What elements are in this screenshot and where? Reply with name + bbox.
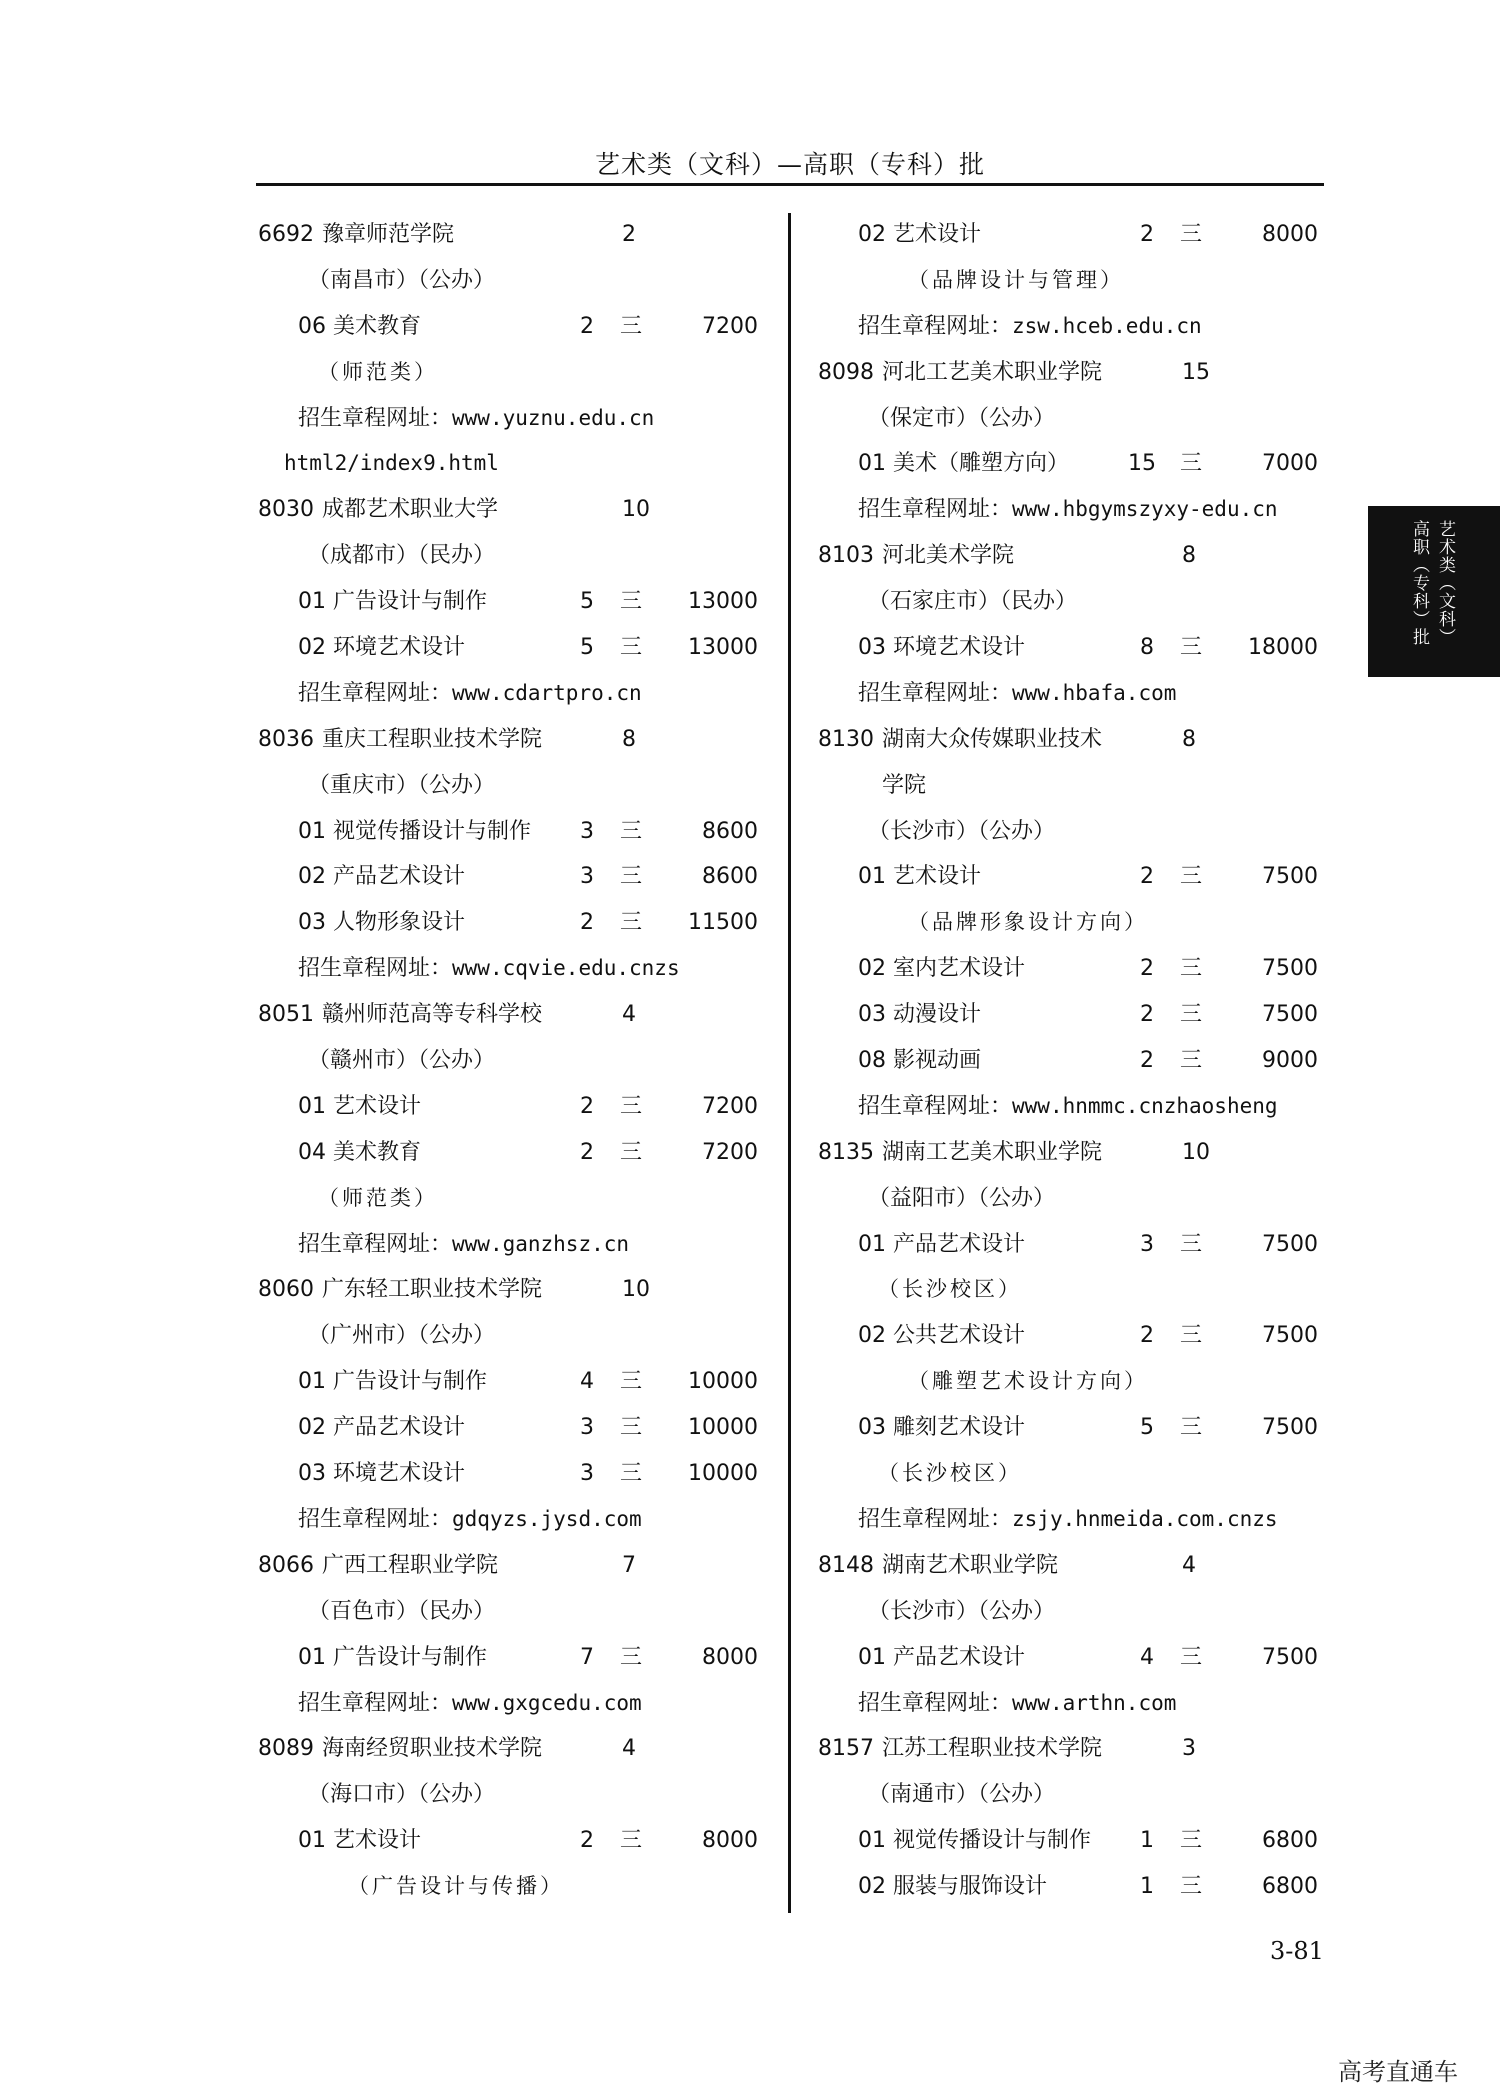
major-note: （长沙校区） [878, 1277, 1022, 1302]
school-row [818, 1726, 1318, 1772]
admission-url-row [258, 1222, 758, 1268]
school-plan-count: 2 [622, 222, 636, 247]
url-label: 招生章程网址： [298, 405, 453, 431]
header-rule [256, 183, 1324, 186]
major-name: 03 雕刻艺术设计 [858, 1415, 1025, 1441]
major-fee: 8000 [702, 1828, 758, 1854]
school-row [258, 1543, 758, 1589]
url-label: 招生章程网址： [858, 497, 1013, 523]
major-row [258, 809, 758, 855]
school-name: 广西工程职业学院 [322, 1552, 499, 1578]
school-code: 8098 [818, 359, 874, 385]
major-count: 2 [1140, 1002, 1154, 1028]
major-years: 三 [1179, 1231, 1202, 1257]
major-count: 2 [1140, 864, 1154, 890]
major-count: 4 [1140, 1644, 1154, 1670]
major-years: 三 [1179, 1874, 1202, 1900]
school-plan-count: 15 [1182, 359, 1210, 385]
school-location: （广州市）（公办） [308, 1323, 496, 1349]
major-name: 02 公共艺术设计 [858, 1323, 1025, 1349]
school-row [818, 533, 1318, 579]
url-label: 招生章程网址： [858, 1690, 1013, 1716]
school-name: 赣州师范高等专科学校 [322, 1002, 543, 1028]
url-label: 招生章程网址： [858, 680, 1013, 706]
major-row [818, 1818, 1318, 1864]
major-fee: 7500 [1262, 1231, 1318, 1257]
right-column [818, 212, 1318, 1910]
school-row [258, 1267, 758, 1313]
major-years: 三 [1179, 956, 1202, 982]
admission-url[interactable]: zsjy.hnmeida.com.cnzs [1012, 1506, 1278, 1531]
major-row [818, 854, 1318, 900]
major-name: 02 环境艺术设计 [298, 635, 465, 661]
school-name-continued: 学院 [882, 772, 927, 798]
school-plan-count: 10 [622, 1277, 650, 1303]
major-fee: 7200 [702, 1093, 758, 1119]
school-row [258, 487, 758, 533]
major-row [258, 1635, 758, 1681]
major-name: 01 广告设计与制作 [298, 1369, 487, 1395]
major-years: 三 [619, 589, 642, 615]
major-name: 01 艺术设计 [858, 864, 981, 890]
major-note: （师范类） [318, 359, 438, 384]
school-location: （海口市）（公办） [308, 1782, 496, 1808]
major-row [258, 304, 758, 350]
major-row [818, 992, 1318, 1038]
major-row [818, 212, 1318, 258]
school-name: 江苏工程职业技术学院 [882, 1736, 1103, 1762]
school-location: （成都市）（民办） [308, 543, 496, 569]
major-name: 02 产品艺术设计 [298, 1415, 465, 1441]
major-fee: 10000 [688, 1461, 758, 1487]
school-location: （百色市）（民办） [308, 1598, 496, 1624]
school-code: 6692 [258, 222, 314, 247]
admission-url[interactable]: www.ganzhsz.cn [452, 1231, 630, 1256]
page-number: 3-81 [1270, 1937, 1324, 1965]
major-count: 3 [580, 1415, 594, 1441]
school-name: 豫章师范学院 [322, 222, 455, 247]
major-name: 01 艺术设计 [298, 1093, 421, 1119]
admission-url[interactable]: www.arthn.com [1012, 1690, 1177, 1715]
major-years: 三 [619, 1644, 642, 1670]
school-plan-count: 4 [622, 1002, 636, 1028]
admission-url[interactable]: gdqyzs.jysd.com [452, 1506, 642, 1531]
admission-url[interactable]: www.hbgymszyxy-edu.cn [1012, 497, 1278, 522]
major-row [818, 1405, 1318, 1451]
major-count: 2 [1140, 956, 1154, 982]
school-name: 湖南工艺美术职业学院 [882, 1139, 1103, 1165]
major-years: 三 [1179, 1002, 1202, 1028]
major-row [258, 854, 758, 900]
school-code: 8060 [258, 1277, 314, 1303]
admission-url[interactable]: www.hbafa.com [1012, 680, 1177, 705]
major-years: 三 [1179, 1048, 1202, 1074]
admission-url-row [258, 396, 758, 442]
major-name: 02 艺术设计 [858, 222, 981, 247]
major-count: 3 [580, 818, 594, 844]
major-row [818, 1635, 1318, 1681]
major-years: 三 [619, 1415, 642, 1441]
major-row [818, 1038, 1318, 1084]
school-name: 湖南艺术职业学院 [882, 1552, 1059, 1578]
url-label: 招生章程网址： [298, 1231, 453, 1257]
major-fee: 10000 [688, 1415, 758, 1441]
school-row [818, 350, 1318, 396]
major-years: 三 [1179, 635, 1202, 661]
major-name: 01 视觉传播设计与制作 [298, 818, 531, 844]
major-row [258, 900, 758, 946]
major-years: 三 [619, 313, 642, 339]
school-code: 8148 [818, 1552, 874, 1578]
major-row [818, 625, 1318, 671]
school-location: （长沙市）（公办） [868, 1598, 1056, 1624]
left-column [258, 212, 758, 1910]
url-label: 招生章程网址： [298, 956, 453, 982]
major-note: （雕塑艺术设计方向） [908, 1369, 1148, 1394]
column-divider [788, 213, 791, 1913]
major-count: 5 [580, 635, 594, 661]
school-plan-count: 10 [622, 497, 650, 523]
school-code: 8051 [258, 1002, 314, 1028]
major-count: 2 [580, 1139, 594, 1165]
major-count: 2 [580, 1093, 594, 1119]
major-fee: 7500 [1262, 864, 1318, 890]
major-years: 三 [619, 910, 642, 936]
major-years: 三 [1179, 1323, 1202, 1349]
admission-url-row [818, 1681, 1318, 1727]
school-code: 8103 [818, 543, 874, 569]
major-note: （广告设计与传播） [348, 1874, 564, 1899]
major-count: 3 [1140, 1231, 1154, 1257]
major-row [818, 946, 1318, 992]
school-name: 海南经贸职业技术学院 [322, 1736, 543, 1762]
major-fee: 7200 [702, 313, 758, 339]
major-note: （品牌设计与管理） [908, 267, 1124, 292]
major-count: 2 [1140, 1323, 1154, 1349]
school-name: 成都艺术职业大学 [322, 497, 499, 523]
major-count: 2 [1140, 222, 1154, 247]
major-row [258, 625, 758, 671]
school-location: （南昌市）（公办） [308, 267, 496, 293]
major-years: 三 [619, 1461, 642, 1487]
school-code: 8030 [258, 497, 314, 523]
major-count: 2 [1140, 1048, 1154, 1074]
major-name: 03 动漫设计 [858, 1002, 981, 1028]
major-name: 03 环境艺术设计 [298, 1461, 465, 1487]
school-row [258, 1726, 758, 1772]
school-name-continued-row [818, 763, 1318, 809]
major-name: 04 美术教育 [298, 1139, 421, 1165]
major-row [258, 1359, 758, 1405]
major-years: 三 [1179, 1828, 1202, 1854]
major-fee: 7000 [1262, 451, 1318, 477]
major-note: （长沙校区） [878, 1461, 1022, 1486]
school-plan-count: 7 [622, 1552, 636, 1578]
url-label: 招生章程网址： [298, 680, 453, 706]
major-fee: 7500 [1262, 1002, 1318, 1028]
major-count: 2 [580, 910, 594, 936]
school-location: （重庆市）（公办） [308, 772, 496, 798]
admission-url-row [818, 487, 1318, 533]
major-name: 06 美术教育 [298, 313, 421, 339]
admission-url-row [818, 304, 1318, 350]
major-row [258, 1084, 758, 1130]
admission-url[interactable]: www.cdartpro.cn [452, 680, 642, 705]
school-code: 8089 [258, 1736, 314, 1762]
url-label: 招生章程网址： [298, 1506, 453, 1532]
major-count: 5 [580, 589, 594, 615]
major-name: 01 产品艺术设计 [858, 1644, 1025, 1670]
major-row [258, 1451, 758, 1497]
major-fee: 8600 [702, 818, 758, 844]
school-location: （保定市）（公办） [868, 405, 1056, 431]
major-fee: 13000 [688, 589, 758, 615]
major-name: 08 影视动画 [858, 1048, 981, 1074]
major-count: 8 [1140, 635, 1154, 661]
major-years: 三 [1179, 1415, 1202, 1441]
major-count: 7 [580, 1644, 594, 1670]
major-row [258, 1405, 758, 1451]
major-fee: 10000 [688, 1369, 758, 1395]
school-location: （益阳市）（公办） [868, 1185, 1056, 1211]
side-tab-line1: 艺术类（文科） [1435, 520, 1455, 646]
major-fee: 11500 [688, 910, 758, 936]
major-count: 1 [1140, 1874, 1154, 1900]
school-plan-count: 4 [1182, 1552, 1196, 1578]
major-count: 5 [1140, 1415, 1154, 1441]
admission-url-row [258, 946, 758, 992]
major-name: 01 美术（雕塑方向） [858, 451, 1069, 477]
major-count: 4 [580, 1369, 594, 1395]
school-name: 广东轻工职业技术学院 [322, 1277, 543, 1303]
major-row [818, 441, 1318, 487]
school-plan-count: 3 [1182, 1736, 1196, 1762]
admission-url[interactable]: www.hnmmc.cnzhaosheng [1012, 1093, 1278, 1118]
major-years: 三 [1179, 1644, 1202, 1670]
admission-url-row [258, 671, 758, 717]
major-note: （师范类） [318, 1185, 438, 1210]
major-name: 01 视觉传播设计与制作 [858, 1828, 1091, 1854]
major-years: 三 [1179, 451, 1202, 477]
running-header: 艺术类（文科）—高职（专科）批 [594, 150, 985, 179]
school-location: （赣州市）（公办） [308, 1048, 496, 1074]
major-count: 15 [1128, 451, 1156, 477]
major-years: 三 [619, 1369, 642, 1395]
admission-url-row [818, 1497, 1318, 1543]
major-name: 01 艺术设计 [298, 1828, 421, 1854]
major-fee: 7500 [1262, 1323, 1318, 1349]
admission-url-row [818, 1084, 1318, 1130]
url-label: 招生章程网址： [858, 1093, 1013, 1119]
major-fee: 7200 [702, 1139, 758, 1165]
major-name: 03 环境艺术设计 [858, 635, 1025, 661]
major-years: 三 [619, 864, 642, 890]
major-row [818, 1313, 1318, 1359]
url-label: 招生章程网址： [858, 313, 1013, 339]
school-row [818, 717, 1318, 763]
major-years: 三 [619, 1828, 642, 1854]
major-count: 1 [1140, 1828, 1154, 1854]
major-years: 三 [619, 635, 642, 661]
school-plan-count: 10 [1182, 1139, 1210, 1165]
major-note: （品牌形象设计方向） [908, 910, 1148, 935]
school-code: 8066 [258, 1552, 314, 1578]
major-fee: 8600 [702, 864, 758, 890]
school-code: 8135 [818, 1139, 874, 1165]
major-count: 2 [580, 1828, 594, 1854]
url-label: 招生章程网址： [298, 1690, 453, 1716]
major-row [818, 1222, 1318, 1268]
major-name: 02 服装与服饰设计 [858, 1874, 1047, 1900]
admission-url[interactable]: www.yuznu.edu.cn [452, 405, 655, 430]
admission-url-row [258, 1681, 758, 1727]
school-name: 湖南大众传媒职业技术 [882, 726, 1103, 752]
major-fee: 18000 [1248, 635, 1318, 661]
school-code: 8036 [258, 726, 314, 752]
url-label: 招生章程网址： [858, 1506, 1013, 1532]
major-name: 02 产品艺术设计 [298, 864, 465, 890]
major-row [258, 1818, 758, 1864]
major-years: 三 [1179, 222, 1202, 247]
admission-url[interactable]: zsw.hceb.edu.cn [1012, 313, 1202, 338]
school-plan-count: 8 [1182, 543, 1196, 569]
school-plan-count: 8 [1182, 726, 1196, 752]
admission-url-row [818, 671, 1318, 717]
school-row [258, 212, 758, 258]
section-side-tab [1368, 506, 1500, 677]
major-row [818, 1864, 1318, 1910]
major-name: 03 人物形象设计 [298, 910, 465, 936]
school-location: （长沙市）（公办） [868, 818, 1056, 844]
school-row [818, 1543, 1318, 1589]
school-plan-count: 8 [622, 726, 636, 752]
school-location: （石家庄市）（民办） [868, 589, 1078, 615]
major-fee: 7500 [1262, 956, 1318, 982]
watermark: 高考直通车 [1338, 2058, 1458, 2086]
major-fee: 8000 [1262, 222, 1318, 247]
admission-url-row [258, 1497, 758, 1543]
school-code: 8130 [818, 726, 874, 752]
major-name: 01 产品艺术设计 [858, 1231, 1025, 1257]
school-row [258, 717, 758, 763]
major-fee: 7500 [1262, 1415, 1318, 1441]
school-code: 8157 [818, 1736, 874, 1762]
school-name: 河北美术学院 [882, 543, 1015, 569]
side-tab-line2: 高职（专科）批 [1409, 520, 1429, 646]
major-name: 01 广告设计与制作 [298, 589, 487, 615]
major-fee: 6800 [1262, 1828, 1318, 1854]
admission-url[interactable]: www.cqvie.edu.cnzs [452, 956, 680, 981]
major-name: 01 广告设计与制作 [298, 1644, 487, 1670]
major-years: 三 [619, 1139, 642, 1165]
major-row [258, 1130, 758, 1176]
major-count: 3 [580, 1461, 594, 1487]
major-fee: 7500 [1262, 1644, 1318, 1670]
major-fee: 13000 [688, 635, 758, 661]
admission-url[interactable]: www.gxgcedu.com [452, 1690, 642, 1715]
major-years: 三 [619, 1093, 642, 1119]
admission-url-continued[interactable]: html2/index9.html [284, 451, 499, 476]
major-years: 三 [619, 818, 642, 844]
major-years: 三 [1179, 864, 1202, 890]
major-name: 02 室内艺术设计 [858, 956, 1025, 982]
school-row [818, 1130, 1318, 1176]
major-fee: 8000 [702, 1644, 758, 1670]
major-row [258, 579, 758, 625]
school-name: 重庆工程职业技术学院 [322, 726, 543, 752]
school-plan-count: 4 [622, 1736, 636, 1762]
school-row [258, 992, 758, 1038]
major-count: 2 [580, 313, 594, 339]
major-fee: 6800 [1262, 1874, 1318, 1900]
school-location: （南通市）（公办） [868, 1782, 1056, 1808]
major-fee: 9000 [1262, 1048, 1318, 1074]
major-count: 3 [580, 864, 594, 890]
school-name: 河北工艺美术职业学院 [882, 359, 1103, 385]
